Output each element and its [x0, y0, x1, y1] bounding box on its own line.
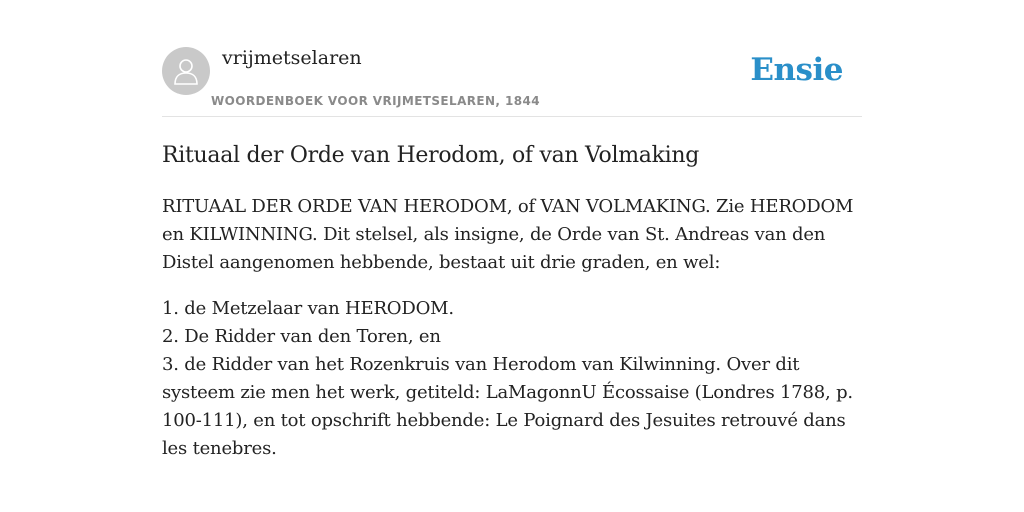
list-item: 3. de Ridder van het Rozenkruis van Herodom van Kilwinning. Over dit systeem zie men het werk, getiteld: LaMagonnU Écossaise (Londres 1788, p. 100-111), en tot opschrift hebbende: Le Poignard des Jesuites retrouvé dans les tenebres. — [162, 354, 853, 459]
degree-list — [162, 295, 862, 463]
card-header — [162, 46, 862, 117]
user-icon — [173, 57, 199, 85]
list-item: 1. de Metzelaar van HERODOM. — [162, 298, 454, 319]
list-item: 2. De Ridder van den Toren, en — [162, 326, 441, 347]
source-label[interactable]: WOORDENBOEK VOOR VRIJMETSELAREN, 1844 — [211, 94, 540, 108]
author-username[interactable]: vrijmetselaren — [222, 47, 362, 69]
brand-logo[interactable]: Ensie — [750, 52, 843, 88]
article-title: Rituaal der Orde van Herodom, of van Volmaking — [162, 143, 700, 168]
definition-card — [162, 46, 862, 463]
article-paragraph: RITUAAL DER ORDE VAN HERODOM, of VAN VOLMAKING. Zie HERODOM en KILWINNING. Dit stelsel, als insigne, de Orde van St. Andreas van den Distel aangenomen hebbende, bestaat uit drie graden, en wel: — [162, 196, 854, 273]
article-body — [162, 193, 862, 463]
avatar[interactable] — [162, 47, 210, 95]
